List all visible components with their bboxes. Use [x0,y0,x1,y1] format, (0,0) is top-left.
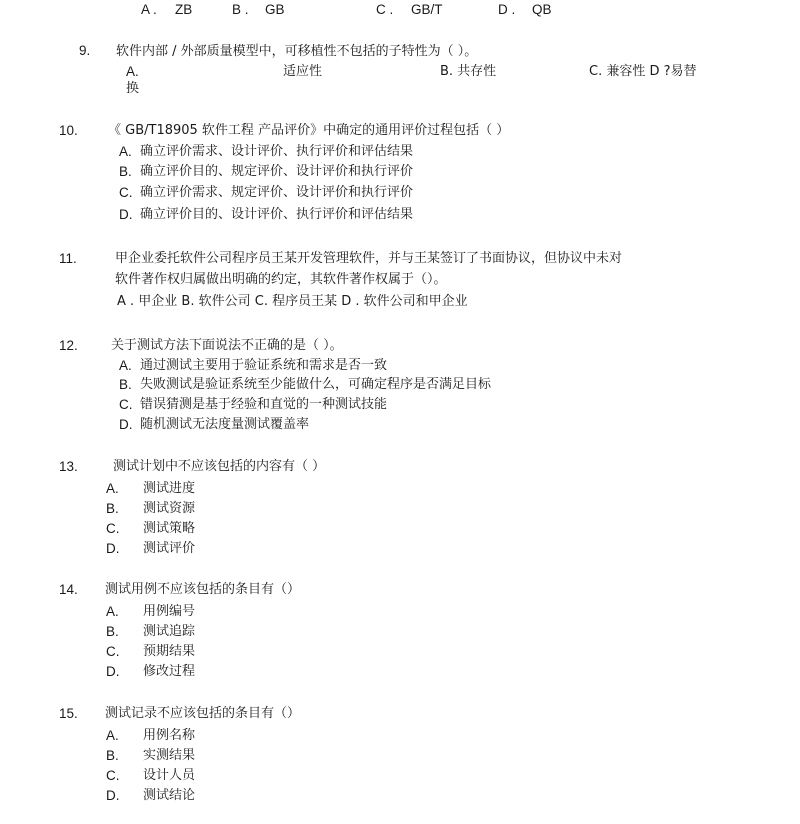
question-number: 15. [59,706,78,721]
q9-option-b: B. 共存性 [440,64,497,79]
option-letter: D. [119,207,133,222]
question-stem: 关于测试方法下面说法不正确的是（ ）。 [111,338,343,353]
q8-option-a-text: ZB [175,2,193,17]
option-letter: C. [119,185,133,200]
option-text: 用例名称 [143,728,196,743]
option-letter: C. [106,521,120,536]
q9-option-d-wrap: 换 [126,81,140,96]
question-stem: 软件内部 / 外部质量模型中，可移植性不包括的子特性为（ ）。 [116,44,478,59]
option-text: 确立评价目的、规定评价、设计评价和执行评价 [140,164,414,179]
option-letter: C. [119,397,133,412]
option-letter: D. [106,541,120,556]
option-text: 确立评价需求、设计评价、执行评价和评估结果 [140,144,414,159]
option-letter: D. [119,417,133,432]
option-text: 确立评价需求、规定评价、设计评价和执行评价 [140,185,414,200]
option-letter: C. [106,768,120,783]
option-text: 测试策略 [143,521,196,536]
q8-option-d-text: QB [532,2,552,17]
option-text: 测试结论 [143,788,196,803]
option-text: 通过测试主要用于验证系统和需求是否一致 [140,358,388,373]
option-text: 错误猜测是基于经验和直觉的一种测试技能 [140,397,388,412]
q8-option-c-text: GB/T [411,2,443,17]
option-letter: B. [106,624,119,639]
option-text: 确立评价目的、设计评价、执行评价和评估结果 [140,207,414,222]
q9-option-c-d: C. 兼容性 D ?易替 [589,64,697,79]
question-stem: 测试计划中不应该包括的内容有（ ） [113,459,326,474]
option-letter: D. [106,664,120,679]
option-text: 修改过程 [143,664,196,679]
option-letter: D. [106,788,120,803]
question-stem-line-1: 甲企业委托软件公司程序员王某开发管理软件，并与王某签订了书面协议，但协议中未对 [115,251,623,266]
q8-option-b-letter: B . [232,2,249,17]
q8-option-d-letter: D . [498,2,516,17]
option-letter: A. [106,481,119,496]
option-text: 设计人员 [143,768,196,783]
question-stem: 测试记录不应该包括的条目有（） [105,706,301,721]
option-letter: B. [106,748,119,763]
option-text: 预期结果 [143,644,196,659]
option-text: 测试资源 [143,501,196,516]
question-options: A . 甲企业 B. 软件公司 C. 程序员王某 D . 软件公司和甲企业 [117,294,468,309]
option-letter: A. [106,728,119,743]
option-letter: B. [119,377,132,392]
question-number: 12. [59,338,78,353]
question-number: 11. [59,251,77,266]
option-text: 测试追踪 [143,624,196,639]
option-letter: B. [119,164,132,179]
question-number: 14. [59,582,78,597]
option-letter: A. [119,144,132,159]
q9-option-a-letter: A. [126,64,139,79]
question-number: 13. [59,459,78,474]
q8-option-c-letter: C . [376,2,394,17]
q8-option-b-text: GB [265,2,285,17]
question-number: 9. [79,43,91,58]
option-letter: B. [106,501,119,516]
question-stem: 测试用例不应该包括的条目有（） [105,582,301,597]
option-text: 测试进度 [143,481,196,496]
q9-option-a-text: 适应性 [283,64,323,79]
option-text: 失败测试是验证系统至少能做什么，可确定程序是否满足目标 [140,377,492,392]
option-letter: A. [119,358,132,373]
option-text: 随机测试无法度量测试覆盖率 [140,417,310,432]
option-text: 测试评价 [143,541,196,556]
question-stem: 《 GB/T18905 软件工程 产品评价》中确定的通用评价过程包括（ ） [108,123,510,138]
q8-option-a-letter: A . [141,2,157,17]
option-letter: C. [106,644,120,659]
question-number: 10. [59,123,78,138]
question-stem-line-2: 软件著作权归属做出明确的约定，其软件著作权属于（）。 [115,272,447,287]
option-letter: A. [106,604,119,619]
option-text: 实测结果 [143,748,196,763]
option-text: 用例编号 [143,604,196,619]
